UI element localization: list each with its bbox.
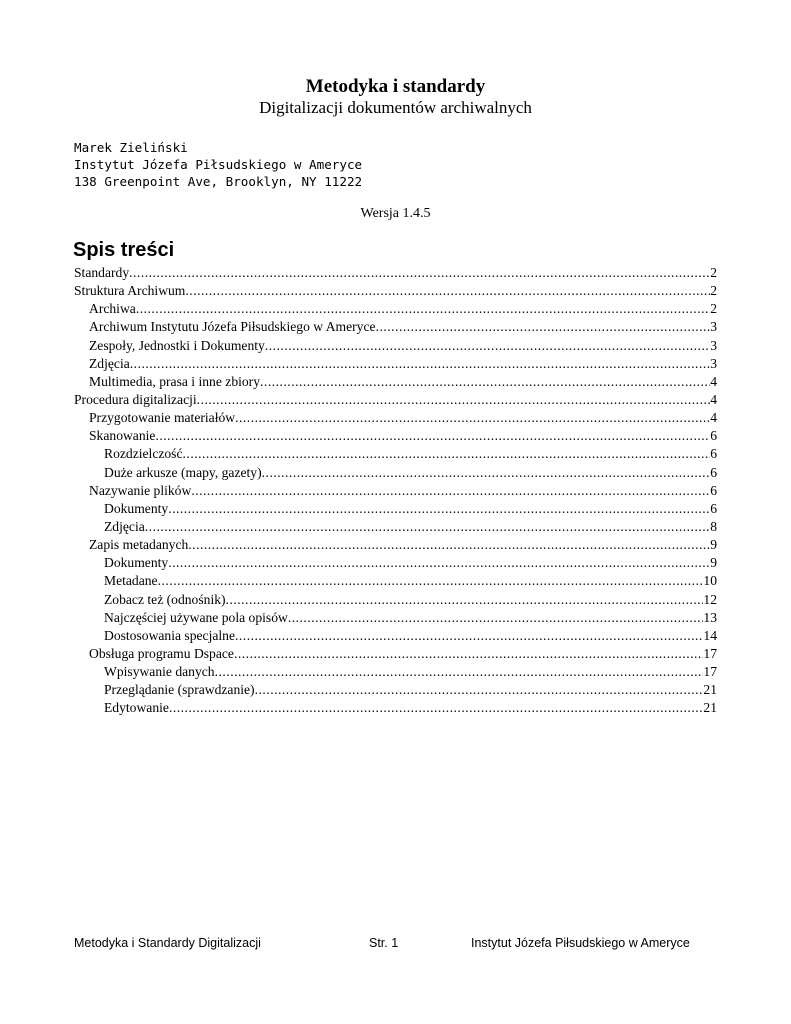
toc-entry[interactable] <box>74 572 717 590</box>
toc-entry-label[interactable]: Archiwa <box>89 301 136 317</box>
toc-entry[interactable] <box>74 554 717 572</box>
toc-entry-label[interactable]: Rozdzielczość <box>104 446 183 462</box>
toc-leader-dots <box>136 300 710 318</box>
toc-entry-label[interactable]: Duże arkusze (mapy, gazety) <box>104 464 262 480</box>
toc-leader-dots <box>145 518 710 536</box>
toc-leader-dots <box>168 500 710 518</box>
toc-entry-page[interactable]: 2 <box>710 301 717 317</box>
toc-entry-label[interactable]: Procedura digitalizacji <box>74 391 197 407</box>
toc-entry[interactable] <box>74 445 717 463</box>
document-title: Metodyka i standardy <box>305 76 486 97</box>
toc-leader-dots <box>197 391 711 409</box>
toc-leader-dots <box>215 663 704 681</box>
toc-entry[interactable] <box>74 518 717 536</box>
toc-entry-page[interactable]: 4 <box>710 410 717 426</box>
toc-entry-page[interactable]: 9 <box>710 537 717 553</box>
toc-entry[interactable] <box>74 591 717 609</box>
toc-entry[interactable] <box>74 282 717 300</box>
toc-entry-label[interactable]: Archiwum Instytutu Józefa Piłsudskiego w Ameryce <box>89 319 376 335</box>
toc-leader-dots <box>191 482 710 500</box>
toc-entry-page[interactable]: 6 <box>710 464 717 480</box>
toc-entry-page[interactable]: 6 <box>710 482 717 498</box>
table-of-contents <box>74 264 717 718</box>
toc-entry-label[interactable]: Zdjęcia <box>89 355 130 371</box>
toc-entry-page[interactable]: 6 <box>710 500 717 516</box>
toc-entry-page[interactable]: 3 <box>710 319 717 335</box>
toc-entry[interactable] <box>74 681 717 699</box>
toc-entry[interactable] <box>74 663 717 681</box>
toc-leader-dots <box>226 591 704 609</box>
toc-leader-dots <box>158 572 704 590</box>
toc-leader-dots <box>235 409 710 427</box>
toc-entry-page[interactable]: 12 <box>703 591 717 607</box>
toc-leader-dots <box>130 355 710 373</box>
toc-entry-label[interactable]: Metadane <box>104 573 158 589</box>
toc-entry-page[interactable]: 6 <box>710 446 717 462</box>
toc-entry[interactable] <box>74 355 717 373</box>
toc-entry-label[interactable]: Zapis metadanych <box>89 537 189 553</box>
toc-entry-page[interactable]: 8 <box>710 518 717 534</box>
footer-page-number: Str. 1 <box>369 936 399 950</box>
toc-entry[interactable] <box>74 318 717 336</box>
toc-entry-label[interactable]: Dokumenty <box>104 500 169 516</box>
toc-entry-label[interactable]: Standardy <box>74 265 130 280</box>
toc-leader-dots <box>260 373 710 391</box>
toc-leader-dots <box>185 282 710 300</box>
author-institution: Instytut Józefa Piłsudskiego w Ameryce <box>74 157 363 172</box>
toc-entry-page[interactable]: 13 <box>703 609 717 625</box>
toc-entry-page[interactable]: 9 <box>710 555 717 571</box>
toc-leader-dots <box>169 699 703 717</box>
toc-entry-label[interactable]: Dostosowania specjalne <box>104 627 235 643</box>
toc-entry[interactable] <box>74 391 717 409</box>
toc-entry-label[interactable]: Wpisywanie danych <box>104 664 215 680</box>
footer-institution: Instytut Józefa Piłsudskiego w Ameryce <box>471 936 690 950</box>
toc-entry-label[interactable]: Zobacz też (odnośnik) <box>104 591 226 607</box>
toc-entry[interactable] <box>74 337 717 355</box>
footer-title: Metodyka i Standardy Digitalizacji <box>74 936 261 950</box>
toc-entry-page[interactable]: 3 <box>710 337 717 353</box>
toc-entry-label[interactable]: Przeglądanie (sprawdzanie) <box>104 682 255 698</box>
toc-entry-page[interactable]: 3 <box>710 355 717 371</box>
toc-entry[interactable] <box>74 627 717 645</box>
toc-leader-dots <box>265 337 710 355</box>
toc-entry-page[interactable]: 17 <box>703 664 717 680</box>
toc-leader-dots <box>288 609 704 627</box>
toc-entry[interactable] <box>74 409 717 427</box>
toc-entry-label[interactable]: Nazywanie plików <box>89 482 192 498</box>
toc-leader-dots <box>376 318 711 336</box>
toc-entry-label[interactable]: Struktura Archiwum <box>74 283 186 299</box>
document-subtitle: Digitalizacji dokumentów archiwalnych <box>259 98 532 117</box>
toc-entry-page[interactable]: 2 <box>710 265 717 280</box>
toc-entry[interactable] <box>74 699 717 717</box>
toc-heading: Spis treści <box>73 239 175 261</box>
toc-entry-page[interactable]: 14 <box>703 627 717 643</box>
toc-entry-page[interactable]: 4 <box>710 373 717 389</box>
toc-entry[interactable] <box>74 609 717 627</box>
toc-entry-label[interactable]: Skanowanie <box>89 428 156 444</box>
toc-entry-page[interactable]: 21 <box>703 682 717 698</box>
document-version: Wersja 1.4.5 <box>360 206 431 221</box>
toc-entry-page[interactable]: 4 <box>710 391 717 407</box>
toc-entry[interactable] <box>74 300 717 318</box>
toc-entry-label[interactable]: Zespoły, Jednostki i Dokumenty <box>89 337 265 353</box>
toc-entry[interactable] <box>74 645 717 663</box>
toc-leader-dots <box>234 645 703 663</box>
toc-entry-label[interactable]: Przygotowanie materiałów <box>89 410 236 426</box>
author-name: Marek Zieliński <box>74 140 188 155</box>
toc-entry-page[interactable]: 21 <box>703 700 717 716</box>
author-block <box>74 139 362 190</box>
toc-entry-label[interactable]: Multimedia, prasa i inne zbiory <box>89 373 261 389</box>
toc-entry[interactable] <box>74 264 717 282</box>
toc-entry[interactable] <box>74 427 717 445</box>
toc-leader-dots <box>262 464 711 482</box>
toc-leader-dots <box>129 264 710 282</box>
toc-entry-label[interactable]: Obsługa programu Dspace <box>89 645 234 661</box>
toc-entry-page[interactable]: 6 <box>710 428 717 444</box>
toc-entry[interactable] <box>74 373 717 391</box>
toc-leader-dots <box>235 627 703 645</box>
toc-entry-page[interactable]: 2 <box>710 283 717 299</box>
toc-leader-dots <box>155 427 710 445</box>
toc-leader-dots <box>168 554 710 572</box>
toc-entry[interactable] <box>74 482 717 500</box>
toc-entry[interactable] <box>74 500 717 518</box>
toc-entry[interactable] <box>74 536 717 554</box>
toc-leader-dots <box>255 681 704 699</box>
author-address: 138 Greenpoint Ave, Brooklyn, NY 11222 <box>74 174 363 189</box>
toc-entry-label[interactable]: Edytowanie <box>104 700 169 716</box>
toc-entry-label[interactable]: Najczęściej używane pola opisów <box>104 609 288 625</box>
toc-entry-label[interactable]: Dokumenty <box>104 555 169 571</box>
toc-entry-page[interactable]: 17 <box>703 645 717 661</box>
toc-entry-page[interactable]: 10 <box>703 573 717 589</box>
toc-leader-dots <box>183 445 711 463</box>
toc-leader-dots <box>188 536 710 554</box>
toc-entry-label[interactable]: Zdjęcia <box>104 518 145 534</box>
toc-entry[interactable] <box>74 464 717 482</box>
